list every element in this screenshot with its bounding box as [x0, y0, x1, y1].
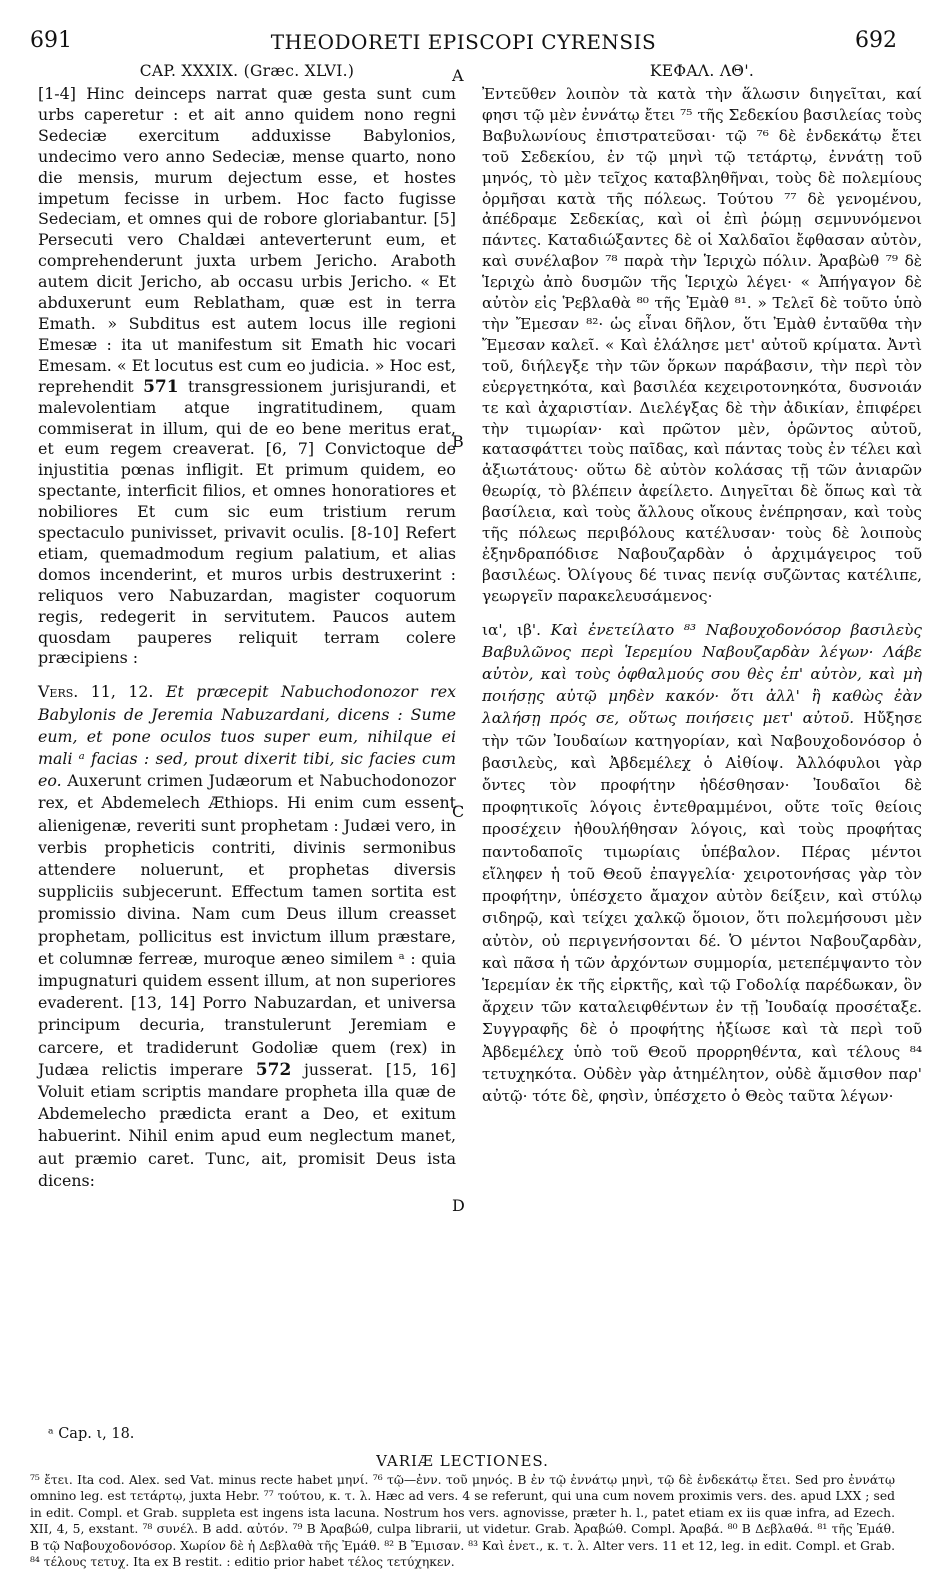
greek-column: [482, 62, 922, 1113]
latin-verse-text: Et præcepit Nabuchodonozor rex Babylonis de Jeremia Nabuzardani, dicens : Sume eum, et pone oculos tuos super eum, nihilque ei mali ᵃ facias : sed, prout dixerit tibi, sic facies cum eo.: [38, 682, 456, 791]
latin-verse-label: Vers. 11, 12.: [38, 682, 154, 702]
greek-paragraph-1: Ἐντεῦθεν λοιπὸν τὰ κατὰ τὴν ἅλωσιν διηγεῖται, καί φησι τῷ μὲν ἐννάτῳ ἔτει ⁷⁵ τῆς Σεδεκίου βασιλείας τοὺς Βαβυλωνίους ἐπιστρατεῦσαι· τῷ ⁷⁶ δὲ ἑνδεκάτῳ ἔτει τοῦ Σεδεκίου, ἐν τῷ μηνὶ τῷ τετάρτῳ, ἐννάτῃ τοῦ μηνός, τὸ μὲν τεῖχος καταβληθῆναι, τοὺς δὲ πολεμίους ὁρμῆσαι κατὰ τῆς πόλεως. Τούτου ⁷⁷ δὲ γενομένου, ἀπέδραμε Σεδεκίας, καὶ οἱ ἐπὶ ῥώμῃ σεμνυνόμενοι πάντες. Καταδιώξαντες δὲ οἱ Χαλδαῖοι ἔφθασαν αὐτὸν, καὶ συνέλαβον ⁷⁸ παρὰ τὴν Ἱεριχὼ πόλιν. Ἀραβὼθ ⁷⁹ δὲ Ἱεριχὼ ἀπὸ δυσμῶν τῆς Ἱεριχὼ λέγει· « Ἀπήγαγον δὲ αὐτὸν εἰς Ῥεβλαθὰ ⁸⁰ τῆς Ἐμὰθ ⁸¹. » Τελεῖ δὲ τοῦτο ὑπὸ τὴν Ἔμεσαν ⁸²· ὡς εἶναι δῆλον, ὅτι Ἐμὰθ ἐνταῦθα τὴν Ἔμεσαν καλεῖ. « Καὶ ἐλάλησε μετ' αὐτοῦ κρίματα. Ἀντὶ τοῦ, διήλεγξε τὴν τῶν ὅρκων παράβασιν, τὴν περὶ τὸν εὐεργετηκότα, καὶ βασιλέα κεχειροτονηκότα, δυσνοιάν τε καὶ ἀχαριστίαν. Διελέγξας δὲ τὴν ἀδικίαν, ἐπιφέρει τὴν τιμωρίαν· καὶ πρῶτον μὲν, ὁρῶντος αὐτοῦ, κατασφάττει τοὺς παῖδας, καὶ πάντας τοὺς ἐν τέλει καὶ ἀξιωτάτους· οὕτω δὲ αὐτὸν κολάσας τῇ τῶν ἀνιαρῶν θεωρίᾳ, τὸ βλέπειν ἀφείλετο. Διηγεῖται δὲ ὅπως καὶ τὰ βασίλεια, καὶ τοὺς ἄλλους οἴκους ἐνέπρησαν, καὶ τοὺς τῆς πόλεως περιβόλους κατέλυσαν· τοὺς δὲ λοιποὺς ἐξηνδραπόδισε Ναβουζαρδὰν ὁ ἀρχιμάγειρος τοῦ βασιλέως. Ὀλίγους δέ τινας πενίᾳ συζῶντας κατέλιπε, γεωργεῖν παρακελευσάμενος·: [482, 85, 922, 605]
latin-para2-a: Auxerunt crimen Judæorum et Nabuchodonozor rex, et Abdemelech Æthiops. Hi enim cum essent alienigenæ, reveriti sunt prophetam : Judæi vero, in verbis propheticis contriti, divinis sermonibus attendere noluerunt, et prophetas diversis suppliciis subjecerunt. Effectum tamen sortita est promissio divina. Nam cum Deus illum creasset prophetam, pollicitus est invictum illum præstare, et columnæ ferreæ, muroque æneo similem ᵃ : quia impugnaturi quidem essent illum, at non superiores evaderent. [13, 14] Porro Nabuzardan, et universa principum decuria, transtulerunt Jeremiam e carcere, et tradiderunt Godoliæ quem (rex) in Judæa relictis imperare: [38, 771, 456, 1079]
latin-paragraph-1: [38, 84, 456, 669]
variae-lectiones-title: VARIÆ LECTIONES.: [376, 1452, 549, 1470]
greek-verse-paragraph: [482, 619, 922, 1107]
page-header: [30, 28, 897, 58]
latin-column: [38, 62, 456, 1198]
latin-para1-b: transgressionem jurisjurandi, et malevolentiam atque ingratitudinem, quam commiserat in illum, qui de eo bene meritus erat, et eum regem creaverat. [6, 7] Convictoque de injustitia pœnas infligit. Et primum quidem, eo spectante, interficit filios, et omnes honoratiores et nobiliores Et cum sic eum tristium rerum spectaculo punivisset, privavit oculis. [8-10] Refert etiam, quemadmodum regium palatium, et alias domos incenderint, et muros urbis destruxerint : reliquos vero Nabuzardan, magister coquorum regis, redegerit in servitutem. Paucos autem quosdam pauperes reliquit terram colere præcipiens :: [38, 376, 456, 668]
margin-letter-c: C: [452, 802, 465, 821]
latin-chapter-caption: CAP. XXXIX. (Græc. XLVI.): [139, 62, 355, 80]
column-number-572: 572: [255, 1059, 292, 1080]
variae-lectiones-body: ⁷⁵ ἔτει. Ita cod. Alex. sed Vat. minus recte habet μηνί. ⁷⁶ τῷ—ἐνν. τοῦ μηνός. B ἐν τῷ ἐννάτῳ μηνὶ, τῷ δὲ ἑνδεκάτῳ ἔτει. Sed pro ἐννάτῳ omnino leg. est τετάρτῳ, juxta Hebr. ⁷⁷ τούτου, κ. τ. λ. Hæc ad vers. 4 se referunt, qui una cum novem proximis vers. des. apud LXX ; sed in edit. Compl. et Grab. suppleta est ingens ista lacuna. Nostrum hos vers. agnovisse, præter h. l., patet etiam ex iis quæ infra, ad Ezech. XII, 4, 5, exstant. ⁷⁸ συνέλ. B add. αὐτόν. ⁷⁹ B Ἀραβώθ, culpa librarii, ut videtur. Grab. Ἀραβώθ. Compl. Ἀραβά. ⁸⁰ B Δεβλαθά. ⁸¹ τῆς Ἐμάθ. B τῷ Ναβουχοδονόσορ. Χωρίον δὲ ἡ Δεβλαθὰ τῆς Ἐμάθ. ⁸² B Ἔμισαν. ⁸³ Καὶ ἐνετ., κ. τ. λ. Alter vers. 11 et 12, leg. in edit. Compl. et Grab. ⁸⁴ τέλους τετυχ. Ita ex B restit. : editio prior habet τέλος τετύχηκεν.: [30, 1473, 895, 1570]
greek-chapter-caption: ΚΕΦΑΛ. ΛΘ'.: [649, 62, 755, 80]
page-number-left: 691: [30, 28, 72, 53]
running-title: THEODORETI EPISCOPI CYRENSIS: [270, 30, 657, 54]
margin-letter-b: B: [452, 432, 464, 451]
latin-verse-paragraph: [38, 681, 456, 1192]
column-number-571: 571: [143, 376, 179, 397]
page-number-right: 692: [855, 28, 897, 53]
footnote: ᵃ Cap. ι, 18.: [48, 1426, 135, 1442]
greek-paragraph-2: Ηὔξησε τὴν τῶν Ἰουδαίων κατηγορίαν, καὶ Ναβουχοδονόσορ ὁ βασιλεὺς, καὶ Ἀβδεμέλεχ ὁ Αἰθίοψ. Ἀλλόφυλοι γὰρ ὄντες τὸν προφήτην ἠδέσθησαν· Ἰουδαῖοι δὲ προφητικοῖς λόγοις ἐντεθραμμένοι, οὔτε τοῖς θείοις προσέχειν ἠθουλήθησαν λόγοις, καὶ τοὺς προφήτας παντοδαποῖς τιμωρίαις ὑπέβαλον. Πέρας μέντοι εἴληφεν ἡ τοῦ Θεοῦ ἐπαγγελία· χειροτονήσας γὰρ τὸν προφήτην, ὑπέσχετο ἄμαχον αὐτὸν δείξειν, καὶ στύλῳ σιδηρῷ, καὶ τείχει χαλκῷ ὅμοιον, ὅτι πολεμήσουσι μὲν αὐτὸν, οὐ περιγενήσονται δέ. Ὁ μέντοι Ναβουζαρδὰν, καὶ πᾶσα ἡ τῶν ἀρχόντων συμμορία, μετεπέμψαντο τὸν Ἱερεμίαν ἐκ τῆς εἱρκτῆς, καὶ τῷ Γοδολίᾳ παρέδωκαν, ὃν ἄρχειν τῶν καταλειφθέντων ἐν τῇ Ἰουδαίᾳ προσέταξε. Συγγραφῆς δὲ ὁ προφήτης ἠξίωσε καὶ τὰ περὶ τοῦ Ἀβδεμέλεχ ὑπὸ τοῦ Θεοῦ προρρηθέντα, καὶ τέλους ⁸⁴ τετυχηκότα. Οὐδὲν γὰρ ἀτημέλητον, οὐδὲ ἄμισθον παρ' αὐτῷ· τότε δὲ, φησὶν, ὑπέσχετο ὁ Θεὸς ταῦτα λέγων·: [482, 709, 922, 1105]
latin-para2-b: jusserat. [15, 16] Voluit etiam scriptis mandare propheta illa quæ de Abdemelecho prædicta erant a Deo, et exitum habuerint. Nihil enim apud eum neglectum manet, aut præmio caret. Tunc, ait, promisit Deus ista dicens:: [38, 1059, 456, 1190]
margin-letter-d: D: [452, 1196, 465, 1215]
margin-letter-a: A: [452, 66, 464, 85]
greek-verse-text: Καὶ ἐνετείλατο ⁸³ Ναβουχοδονόσορ βασιλεὺς Βαβυλῶνος περὶ Ἱερεμίου Ναβουζαρδὰν λέγων· Λάβε αὐτὸν, καὶ τοὺς ὀφθαλμούς σου θὲς ἐπ' αὐτὸν, καὶ μὴ ποιήσῃς αὐτῷ μηδὲν κακόν· ὅτι ἀλλ' ἢ καθὼς ἐὰν λαλήσῃ πρός σε, οὕτως ποιήσεις μετ' αὐτοῦ.: [482, 620, 922, 728]
greek-verse-label: ια', ιβ'.: [482, 620, 541, 639]
latin-para1-a: [1-4] Hinc deinceps narrat quæ gesta sunt cum urbs caperetur : et ait anno quidem nono regni Sedeciæ exercitum adduxisse Babylonios, undecimo vero anno Sedeciæ, mense quarto, nono die mensis, murum dejectum esse, et hostes impetum fecisse in urbem. Hoc facto fugisse Sedeciam, et omnes qui de robore gloriabantur. [5] Persecuti vero Chaldæi anteverterunt eum, et comprehenderunt juxta urbem Jericho. Araboth autem dicit Jericho, ab occasu urbis Jericho. « Et abduxerunt eum Reblatham, quæ est in terra Emath. » Subditus est autem locus ille regioni Emesæ : ita ut manifestum sit Emath hic vocari Emesam. « Et locutus est cum eo judicia. » Hoc est, reprehendit: [38, 84, 456, 396]
